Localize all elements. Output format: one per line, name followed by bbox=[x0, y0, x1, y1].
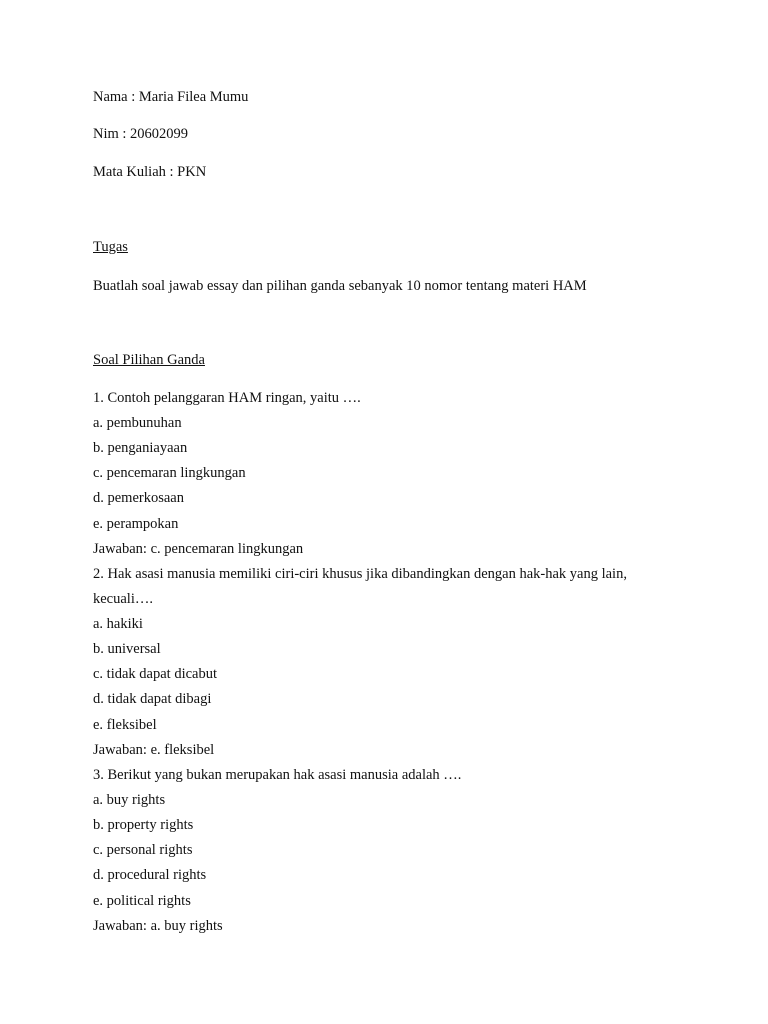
question-1-option-a: a. pembunuhan bbox=[93, 415, 182, 431]
question-1: 1. Contoh pelanggaran HAM ringan, yaitu …. bbox=[93, 390, 361, 406]
question-3-option-c: c. personal rights bbox=[93, 842, 193, 858]
question-3: 3. Berikut yang bukan merupakan hak asasi manusia adalah …. bbox=[93, 767, 462, 783]
question-2-answer: Jawaban: e. fleksibel bbox=[93, 742, 215, 758]
question-3-option-d: d. procedural rights bbox=[93, 867, 207, 883]
tugas-heading: Tugas bbox=[93, 239, 128, 255]
question-3-option-b: b. property rights bbox=[93, 817, 194, 833]
question-2-option-e: e. fleksibel bbox=[93, 717, 157, 733]
question-3-option-a: a. buy rights bbox=[93, 792, 166, 808]
document-page bbox=[93, 0, 693, 1024]
question-2-option-c: c. tidak dapat dicabut bbox=[93, 666, 218, 682]
question-1-option-b: b. penganiayaan bbox=[93, 440, 188, 456]
course-name: Mata Kuliah : PKN bbox=[93, 164, 207, 180]
question-1-option-d: d. pemerkosaan bbox=[93, 490, 184, 506]
question-1-answer: Jawaban: c. pencemaran lingkungan bbox=[93, 541, 304, 557]
question-2-continued: kecuali…. bbox=[93, 591, 153, 607]
soal-pg-heading: Soal Pilihan Ganda bbox=[93, 352, 205, 368]
student-name: Nama : Maria Filea Mumu bbox=[93, 89, 249, 105]
tugas-instruction: Buatlah soal jawab essay dan pilihan ganda sebanyak 10 nomor tentang materi HAM bbox=[93, 278, 587, 294]
question-1-option-e: e. perampokan bbox=[93, 516, 179, 532]
question-2-option-b: b. universal bbox=[93, 641, 161, 657]
question-2: 2. Hak asasi manusia memiliki ciri-ciri khusus jika dibandingkan dengan hak-hak yang lain, bbox=[93, 566, 627, 582]
student-nim: Nim : 20602099 bbox=[93, 126, 189, 142]
question-2-option-d: d. tidak dapat dibagi bbox=[93, 691, 212, 707]
question-3-answer: Jawaban: a. buy rights bbox=[93, 918, 223, 934]
question-1-option-c: c. pencemaran lingkungan bbox=[93, 465, 246, 481]
question-2-option-a: a. hakiki bbox=[93, 616, 143, 632]
question-3-option-e: e. political rights bbox=[93, 893, 191, 909]
